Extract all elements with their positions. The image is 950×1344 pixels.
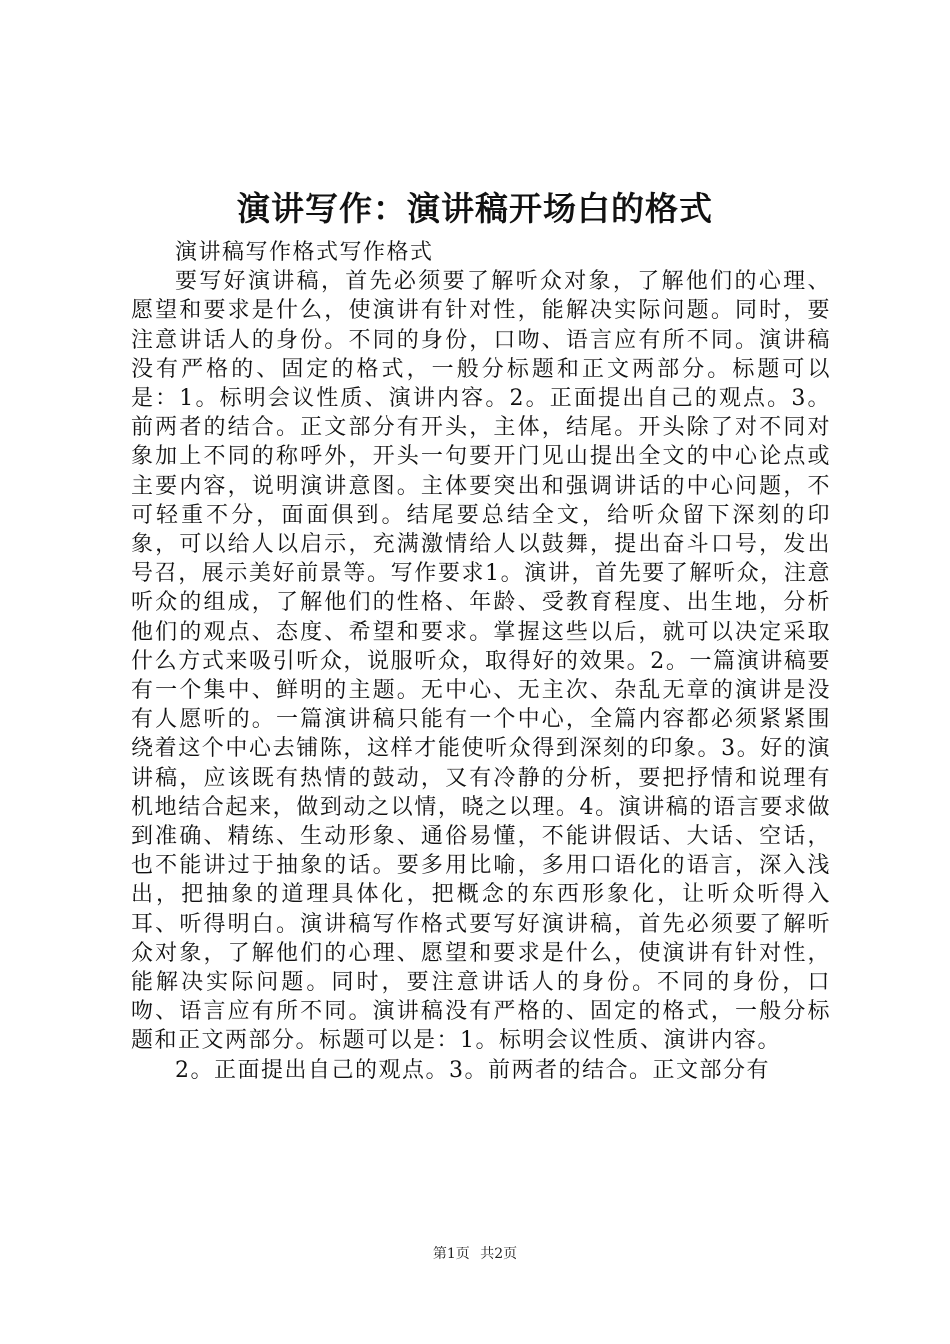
document-title: 演讲写作：演讲稿开场白的格式 (237, 189, 713, 228)
document-body (131, 238, 831, 1085)
page-number: 第1页 (432, 1246, 470, 1262)
paragraph-continuation: 2。正面提出自己的观点。3。前两者的结合。正文部分有 (175, 1057, 770, 1083)
paragraph-subtitle: 演讲稿写作格式写作格式 (175, 240, 434, 265)
page-footer (0, 1244, 950, 1264)
paragraph-main: 要写好演讲稿，首先必须要了解听众对象，了解他们的心理、愿望和要求是什么，使演讲有针对性，能解决实际问题。同时，要注意讲话人的身份。不同的身份，口吻、语言应有所不同。演讲稿没有严格的、固定的格式，一般分标题和正文两部分。标题可以是：1。标明会议性质、演讲内容。2。正面提出自己的观点。3。前两者的结合。正文部分有开头，主体，结尾。开头除了对不同对象加上不同的称呼外，开头一句要开门见山提出全文的中心论点或主要内容，说明演讲意图。主体要突出和强调讲话的中心问题，不可轻重不分，面面俱到。结尾要总结全文，给听众留下深刻的印象，可以给人以启示，充满激情给人以鼓舞，提出奋斗口号，发出号召，展示美好前景等。写作要求1。演讲，首先要了解听众，注意听众的组成，了解他们的性格、年龄、受教育程度、出生地，分析他们的观点、态度、希望和要求。掌握这些以后，就可以决定采取什么方式来吸引听众，说服听众，取得好的效果。2。一篇演讲稿要有一个集中、鲜明的主题。无中心、无主次、杂乱无章的演讲是没有人愿听的。一篇演讲稿只能有一个中心，全篇内容都必须紧紧围绕着这个中心去铺陈，这样才能使听众得到深刻的印象。3。好的演讲稿，应该既有热情的鼓动，又有冷静的分析，要把抒情和说理有机地结合起来，做到动之以情，晓之以理。4。演讲稿的语言要求做到准确、精练、生动形象、通俗易懂，不能讲假话、大话、空话，也不能讲过于抽象的话。要多用比喻，多用口语化的语言，深入浅出，把抽象的道理具体化，把概念的东西形象化，让听众听得入耳、听得明白。演讲稿写作格式要写好演讲稿，首先必须要了解听众对象，了解他们的心理、愿望和要求是什么，使演讲有针对性，能解决实际问题。同时，要注意讲话人的身份。不同的身份，口吻、语言应有所不同。演讲稿没有严格的、固定的格式，一般分标题和正文两部分。标题可以是：1。标明会议性质、演讲内容。 (131, 269, 831, 1054)
page-total: 共2页 (480, 1246, 518, 1262)
